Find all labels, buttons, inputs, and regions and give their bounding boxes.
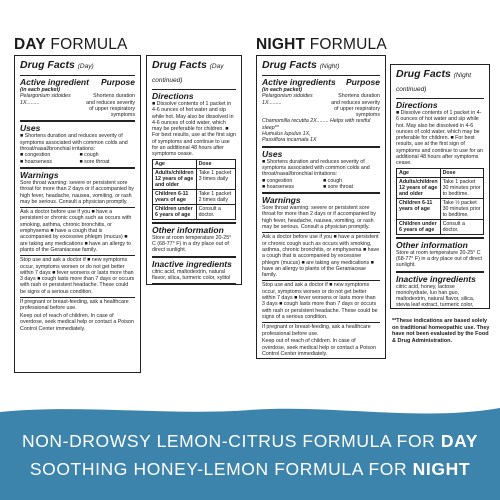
day-formula-title	[14, 36, 128, 54]
day-dose-table: Age Dose Adults/children 12 years of age and older Take 1 packet 3 times daily Children 6-11 years of age Take 1 packet 2 times daily Children under 6 years of age Consult a doctor.	[152, 159, 236, 220]
night-stop-use-text: Stop use and ask a doctor if ■ new symptoms occur, symptoms worsen or do not get better within 7 days ■ fever worsens or lasts more than 3 days ■ cough lasts more than 7 days or occurs with rash or persistent headache. These could be signs of a serious condition.	[262, 282, 378, 320]
list-item: ■ sore throat	[323, 183, 353, 190]
table-row: Children under 6 years of age Consult a doctor.	[397, 219, 484, 234]
table-row: Adults/children 12 years of age and older Take 1 packet 3 times daily	[153, 168, 236, 189]
day-symptom-list	[20, 152, 135, 165]
day-directions-heading: Directions	[152, 91, 194, 101]
night-ingredient-row-2: Chamomilla recutita 2X........ Helps with restful sleep**	[262, 118, 371, 131]
night-formula-title	[256, 36, 387, 54]
night-warnings-text: Sore throat warning: severe or persistent sore throat for more than 2 days or if accompanied by high fever, headache, nausea, vomiting, or rash may be serious. Consult a physician promptly.	[262, 205, 376, 231]
banner-night-line: SOOTHING HONEY-LEMON FORMULA FOR NIGHT	[29, 459, 471, 479]
day-active-sub: (in each packet)	[20, 87, 61, 93]
night-title-bold: NIGHT	[256, 36, 306, 53]
wave-decoration	[0, 402, 500, 432]
day-uses-heading: Uses	[20, 123, 41, 134]
day-drug-facts-panel	[14, 55, 141, 373]
night-keep-out-text: Keep out of reach of children. In case of overdose, seek medical help or contact a Poison Control Center immediately.	[262, 338, 376, 357]
night-uses-heading: Uses	[262, 148, 283, 159]
list-item: ■ hoarseness	[262, 183, 295, 190]
night-other-info-heading: Other information	[396, 239, 468, 250]
day-pregnant-text: If pregnant or breast-feeding, ask a healthcare professional before use.	[20, 299, 129, 312]
day-inactive-heading: Inactive ingredients	[152, 258, 232, 269]
table-row: Children 6-11 years of age Take ½ packet 30 minutes prior to bedtime.	[397, 198, 484, 219]
night-homeopathic-footnote: **These indications are based solely on traditional homeopathic use. They have not been evaluated by the Food & Drug Administration.	[392, 318, 490, 344]
day-ingredient-row: Pelargonium sidoides 1X......... Shortens duration and reduces severity of upper respiratory symptoms	[20, 93, 135, 119]
day-drug-facts-continued-panel	[146, 55, 242, 285]
day-other-info-text: Store at room temperature 20-25° C (68-77° F) in a dry place out of direct sunlight.	[152, 234, 232, 254]
night-panel2-header: Drug Facts (Night continued)	[396, 68, 472, 93]
night-inactive-text: citric acid, honey, lactose monohydrate, luo han guo, maltodextrin, natural flavor, silica, stevia leaf extract, turmeric color,	[396, 283, 475, 309]
night-panel1-header: Drug Facts (Night)	[262, 59, 340, 71]
day-title-rest: FORMULA	[45, 36, 128, 53]
list-item: ■ sore throat	[79, 158, 110, 165]
day-active-heading: Active ingredient Purpose	[20, 77, 135, 87]
table-row: Children 6-11 years of age Take 1 packet 2 times daily	[153, 189, 236, 204]
list-item: ■ hoarseness	[20, 158, 53, 165]
night-other-info-text: Store at room temperature 20-25° C (68-77° F) in a dry place out of direct sunlight.	[396, 249, 483, 269]
night-drug-facts-panel	[256, 55, 386, 359]
night-ask-doctor-text: Ask a doctor before use if you ■ have a persistent or chronic cough such as occurs with smoking, asthma, chronic bronchitis, or emphysema ■ have a cough that is accompanied by excessive phlegm (mucus) ■ are taking any medications ■ have an allergy to plants of the Geraniaceae family.	[262, 234, 380, 279]
day-inactive-text: citric acid, maltodextrin, natural flavor, silica, turmeric color, xylitol	[152, 268, 231, 281]
day-warnings-text: Sore throat warning: severe or persistent sore throat for more than 2 days or if accompanied by high fever, headache, nausea, vomiting, or rash may be serious. Consult a physician promptly.	[20, 179, 134, 205]
day-uses-text: ■ Shortens duration and reduces severity of symptoms associated with common colds and throat/nasal/bronchial irritations:	[20, 133, 128, 153]
day-panel1-header: Drug Facts (Day)	[20, 59, 94, 71]
day-panel2-header: Drug Facts (Day continued)	[152, 59, 224, 84]
table-row: Adults/children 12 years of age and older Take 1 packet 30 minutes prior to bedtime.	[397, 177, 484, 198]
night-warnings-heading: Warnings	[262, 195, 301, 206]
table-row: Children under 6 years of age Consult a doctor.	[153, 204, 236, 219]
night-ingredient-row-1: Pelargonium sidoides 1X......... Shortens duration and reduces severity of upper respiratory symptoms	[262, 93, 380, 119]
day-other-info-heading: Other information	[152, 224, 224, 235]
banner-day-line: NON-DROWSY LEMON-CITRUS FORMULA FOR DAY	[21, 431, 479, 451]
night-symptom-list	[262, 178, 380, 191]
night-active-heading: Active ingredients Purpose	[262, 77, 380, 87]
night-ingredient-row-3: Humulus lupulus 1X,	[262, 131, 311, 138]
night-drug-facts-continued-panel	[390, 64, 490, 309]
night-uses-text: ■ Shortens duration and reduces severity of symptoms associated with common colds and throat/nasal/bronchial irritations:	[262, 158, 370, 178]
day-stop-use-text: Stop use and ask a doctor if ■ new symptoms occur, symptoms worsen or do not get better within 7 days ■ fever worsens or lasts more than 3 days ■ cough lasts more than 7 days or occurs with rash or persistent headache. These could be signs of a serious condition.	[20, 257, 135, 295]
night-title-rest: FORMULA	[305, 36, 387, 53]
list-item: ■ congestion	[20, 152, 51, 159]
night-dose-table: Age Dose Adults/children 12 years of age and older Take 1 packet 30 minutes prior to bedtime. Children 6-11 years of age Take ½ packet 30 minutes prior to bedtime. Children under 6 years of age Consult a doctor.	[396, 168, 484, 235]
day-warnings-heading: Warnings	[20, 169, 59, 180]
list-item: ■ cough	[323, 177, 343, 184]
day-ask-doctor-text: Ask a doctor before use if you ■ have a persistent or chronic cough such as occurs with smoking, asthma, chronic bronchitis, or emphysema ■ have a cough that is accompanied by excessive phlegm (mucus) ■ are taking any medications ■ have an allergy to plants of the Geraniaceae family.	[20, 209, 132, 253]
night-directions-heading: Directions	[396, 100, 438, 110]
list-item: ■ congestion	[262, 177, 293, 184]
day-title-bold: DAY	[14, 36, 46, 53]
night-inactive-heading: Inactive ingredients	[396, 273, 476, 284]
night-ingredient-row-4: Passiflora incarnata 1X	[262, 137, 317, 144]
list-item: ■ cough	[79, 152, 99, 159]
day-directions-text: ■ Dissolve contents of 1 packet in 4-6 ounces of hot water and sip while hot. May also be dissolved in 4-6 ounces of cold water, which may be preferable for children. ■ For best results, use at the first sign of symptoms and continue to use for an additional 48 hours after symptoms cease.	[152, 101, 236, 158]
night-pregnant-text: If pregnant or breast-feeding, ask a healthcare professional before use.	[262, 324, 371, 337]
formula-banner	[0, 402, 500, 500]
day-keep-out-text: Keep out of reach of children. In case of overdose, seek medical help or contact a Poison Control Center immediately.	[20, 313, 134, 332]
night-active-sub: (in each packet)	[262, 87, 303, 93]
night-directions-text: ■ Dissolve contents of 1 packet in 4-6 ounces of hot water and sip while hot. May also be dissolved in 4-6 ounces of cold water, which may be preferable for children. ■ For best results, use at the first sign of symptoms and continue to use for an additional 48 hours after symptoms cease.	[396, 110, 483, 167]
